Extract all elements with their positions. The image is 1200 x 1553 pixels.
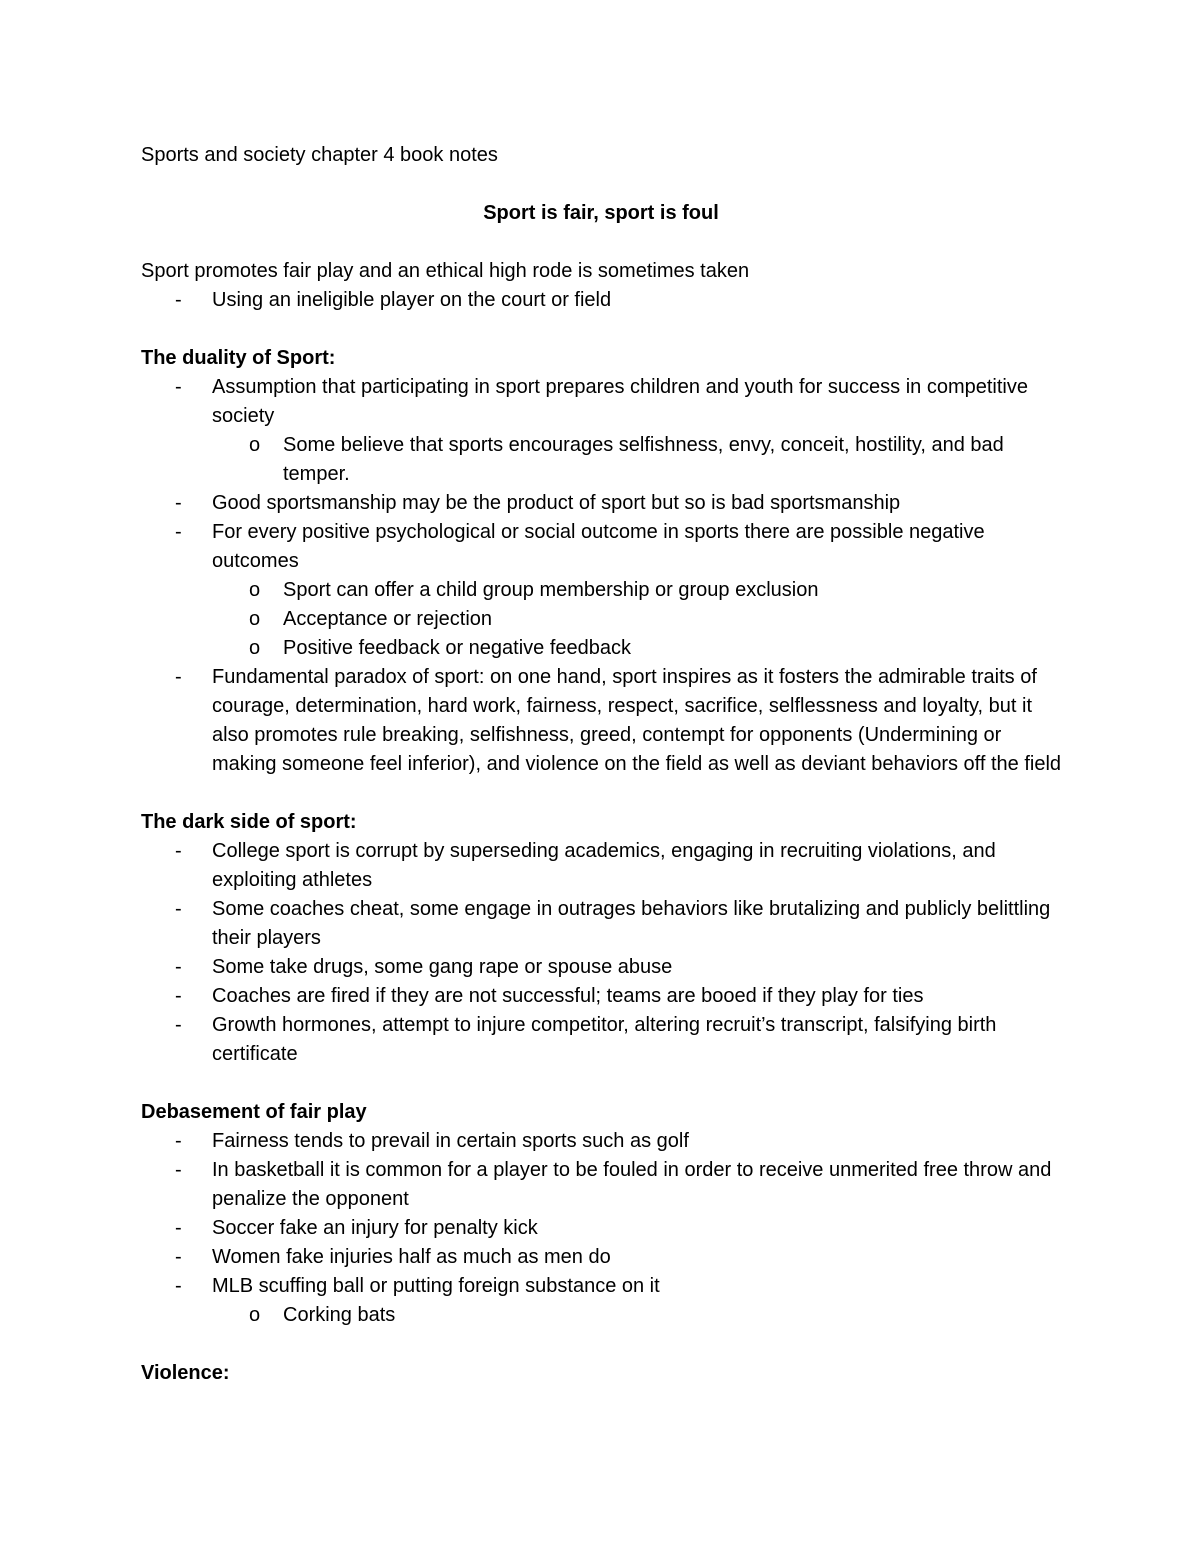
section-title-debasement: Debasement of fair play: [141, 1101, 367, 1123]
section-title-violence: Violence:: [141, 1362, 230, 1384]
list-item: - Good sportsmanship may be the product of sport but so is bad sportsmanship: [141, 489, 1061, 518]
list-item: - For every positive psychological or social outcome in sports there are possible negative outcomes o Sport can offer a child group membership or group exclusion o Acceptance or rejection o Positive feedback or negative feedback: [141, 518, 1061, 663]
dash-marker: -: [175, 1130, 182, 1152]
sub-list-item: o Corking bats: [212, 1301, 1061, 1330]
list-item: - Using an ineligible player on the court or field: [141, 286, 1061, 315]
intro-text: Sport promotes fair play and an ethical high rode is sometimes taken: [141, 260, 750, 282]
sub-list: [212, 576, 1061, 663]
circle-marker: o: [249, 434, 261, 456]
dash-marker: -: [175, 1217, 182, 1239]
doc-heading: Sport is fair, sport is foul: [483, 202, 719, 224]
dash-marker: -: [175, 1014, 182, 1036]
list-item: - MLB scuffing ball or putting foreign substance on it o Corking bats: [141, 1272, 1061, 1330]
list-item: - Some take drugs, some gang rape or spouse abuse: [141, 953, 1061, 982]
dash-marker: -: [175, 492, 182, 514]
circle-marker: o: [249, 608, 261, 630]
debasement-list: [141, 1127, 1061, 1330]
list-item: - Coaches are fired if they are not successful; teams are booed if they play for ties: [141, 982, 1061, 1011]
dash-marker: -: [175, 376, 182, 398]
list-item: - In basketball it is common for a player to be fouled in order to receive unmerited free throw and penalize the opponent: [141, 1156, 1061, 1214]
circle-marker: o: [249, 579, 261, 601]
sub-list: [212, 431, 1061, 489]
duality-list: [141, 373, 1061, 779]
sub-list-item: o Acceptance or rejection: [212, 605, 1061, 634]
dash-marker: -: [175, 956, 182, 978]
intro-list: [141, 286, 1061, 315]
sub-list-item: o Sport can offer a child group membership or group exclusion: [212, 576, 1061, 605]
dash-marker: -: [175, 898, 182, 920]
dash-marker: -: [175, 666, 182, 688]
dash-marker: -: [175, 1246, 182, 1268]
dash-marker: -: [175, 1159, 182, 1181]
circle-marker: o: [249, 1304, 261, 1326]
dash-marker: -: [175, 521, 182, 543]
circle-marker: o: [249, 637, 261, 659]
sub-list: [212, 1301, 1061, 1330]
document-page: [141, 141, 1061, 1388]
sub-list-item: o Some believe that sports encourages selfishness, envy, conceit, hostility, and bad temper.: [212, 431, 1061, 489]
list-item: - Some coaches cheat, some engage in outrages behaviors like brutalizing and publicly belittling their players: [141, 895, 1061, 953]
list-item: - Growth hormones, attempt to injure competitor, altering recruit’s transcript, falsifying birth certificate: [141, 1011, 1061, 1069]
dash-marker: -: [175, 840, 182, 862]
list-item: - Women fake injuries half as much as men do: [141, 1243, 1061, 1272]
list-item: - Fundamental paradox of sport: on one hand, sport inspires as it fosters the admirable traits of courage, determination, hard work, fairness, respect, sacrifice, selflessness and loyalty, but it also promotes rule breaking, selfishness, greed, contempt for opponents (Undermining or making someone feel inferior), and violence on the field as well as deviant behaviors off the field: [141, 663, 1061, 779]
list-item: - Soccer fake an injury for penalty kick: [141, 1214, 1061, 1243]
section-title-dark-side: The dark side of sport:: [141, 811, 357, 833]
list-item: - Fairness tends to prevail in certain sports such as golf: [141, 1127, 1061, 1156]
dark-side-list: [141, 837, 1061, 1069]
list-item: - College sport is corrupt by superseding academics, engaging in recruiting violations, and exploiting athletes: [141, 837, 1061, 895]
section-title-duality: The duality of Sport:: [141, 347, 336, 369]
dash-marker: -: [175, 985, 182, 1007]
dash-marker: -: [175, 289, 182, 311]
sub-list-item: o Positive feedback or negative feedback: [212, 634, 1061, 663]
doc-title: Sports and society chapter 4 book notes: [141, 144, 498, 166]
dash-marker: -: [175, 1275, 182, 1297]
list-item: - Assumption that participating in sport prepares children and youth for success in competitive society o Some believe that sports encourages selfishness, envy, conceit, hostility, and bad temper.: [141, 373, 1061, 489]
